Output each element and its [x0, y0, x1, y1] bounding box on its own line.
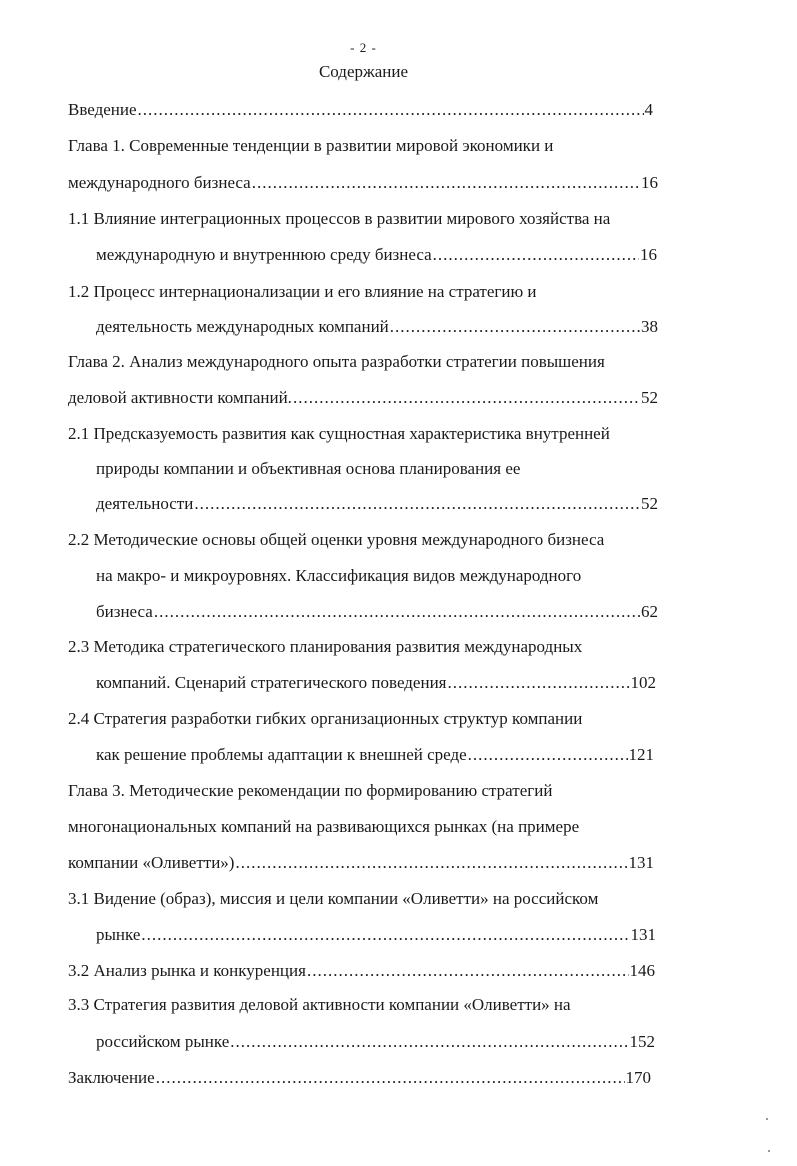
leader-dots	[141, 925, 629, 945]
leader-dots	[230, 1032, 628, 1052]
scan-speck	[768, 1150, 770, 1152]
toc-section-3-1-line-1: 3.1 Видение (образ), миссия и цели компании «Оливетти» на российском	[68, 889, 599, 908]
toc-chapter-2-line-1: Глава 2. Анализ международного опыта разработки стратегии повышения	[68, 352, 605, 371]
toc-page-number: 102	[630, 673, 656, 692]
toc-chapter-1-line-1: Глава 1. Современные тенденции в развитии мировой экономики и	[68, 136, 554, 155]
toc-section-2-1-line-2: природы компании и объективная основа планирования ее	[96, 459, 521, 478]
toc-page-number: 16	[641, 173, 658, 192]
toc-chapter-1-line-2: международного бизнеса ..... 16	[68, 173, 658, 193]
toc-page-number: 170	[625, 1068, 651, 1087]
toc-page-number: 131	[628, 853, 654, 872]
toc-entry-intro: Введение ..... 4	[68, 100, 653, 120]
toc-section-3-1-line-2: рынке ..... 131	[96, 925, 656, 945]
leader-dots	[390, 317, 640, 337]
page-title: Содержание	[318, 62, 409, 81]
toc-section-3-3-line-1: 3.3 Стратегия развития деловой активности компании «Оливетти» на	[68, 995, 571, 1014]
toc-section-1-2-line-2: деятельность международных компаний ..... 38	[96, 317, 658, 337]
toc-section-2-4-line-1: 2.4 Стратегия разработки гибких организационных структур компании	[68, 709, 583, 728]
leader-dots	[194, 494, 640, 514]
toc-entry-conclusion: Заключение ..... 170	[68, 1068, 651, 1088]
leader-dots	[447, 673, 629, 693]
leader-dots	[307, 961, 629, 981]
leader-dots	[235, 853, 627, 873]
toc-page-number: 152	[629, 1032, 655, 1051]
toc-section-1-2-line-1: 1.2 Процесс интернационализации и его влияние на стратегию и	[68, 282, 537, 301]
toc-page-number: 52	[641, 494, 658, 513]
toc-chapter-2-line-2: деловой активности компаний. ..... 52	[68, 388, 658, 408]
toc-page-number: 38	[641, 317, 658, 336]
toc-section-2-3-line-2: компаний. Сценарий стратегического поведения ..... 102	[96, 673, 656, 693]
toc-page-number: 62	[641, 602, 658, 621]
toc-section-2-4-line-2: как решение проблемы адаптации к внешней среде ..... 121	[96, 745, 654, 765]
toc-chapter-3-line-2: многонациональных компаний на развивающихся рынках (на примере	[68, 817, 580, 836]
toc-page-number: 4	[644, 100, 653, 119]
leader-dots	[154, 602, 640, 622]
toc-page-number: 121	[628, 745, 654, 764]
toc-section-2-2-line-2: на макро- и микроуровнях. Классификация видов международного	[96, 566, 582, 585]
leader-dots	[433, 245, 639, 265]
leader-dots	[156, 1068, 625, 1088]
leader-dots	[138, 100, 644, 120]
toc-section-2-3-line-1: 2.3 Методика стратегического планирования развития международных	[68, 637, 583, 656]
toc-section-1-1-line-1: 1.1 Влияние интеграционных процессов в развитии мирового хозяйства на	[68, 209, 611, 228]
leader-dots	[293, 388, 640, 408]
toc-chapter-3-line-1: Глава 3. Методические рекомендации по формированию стратегий	[68, 781, 553, 800]
leader-dots	[468, 745, 628, 765]
leader-dots	[252, 173, 640, 193]
toc-page-number: 146	[629, 961, 655, 980]
toc-section-3-2: 3.2 Анализ рынка и конкуренция ..... 146	[68, 961, 655, 981]
toc-page-number: 16	[640, 245, 657, 264]
toc-chapter-3-line-3: компании «Оливетти») ..... 131	[68, 853, 654, 873]
toc-section-2-1-line-3: деятельности ..... 52	[96, 494, 658, 514]
toc-section-2-1-line-1: 2.1 Предсказуемость развития как сущностная характеристика внутренней	[68, 424, 610, 443]
toc-page-number: 131	[630, 925, 656, 944]
toc-section-1-1-line-2: международную и внутреннюю среду бизнеса ..... 16	[96, 245, 657, 265]
page-number: - 2 -	[350, 40, 377, 55]
toc-section-2-2-line-3: бизнеса ..... 62	[96, 602, 658, 622]
toc-section-3-3-line-2: российском рынке ..... 152	[96, 1032, 655, 1052]
toc-page-number: 52	[641, 388, 658, 407]
toc-section-2-2-line-1: 2.2 Методические основы общей оценки уровня международного бизнеса	[68, 530, 605, 549]
scan-speck	[766, 1118, 768, 1120]
